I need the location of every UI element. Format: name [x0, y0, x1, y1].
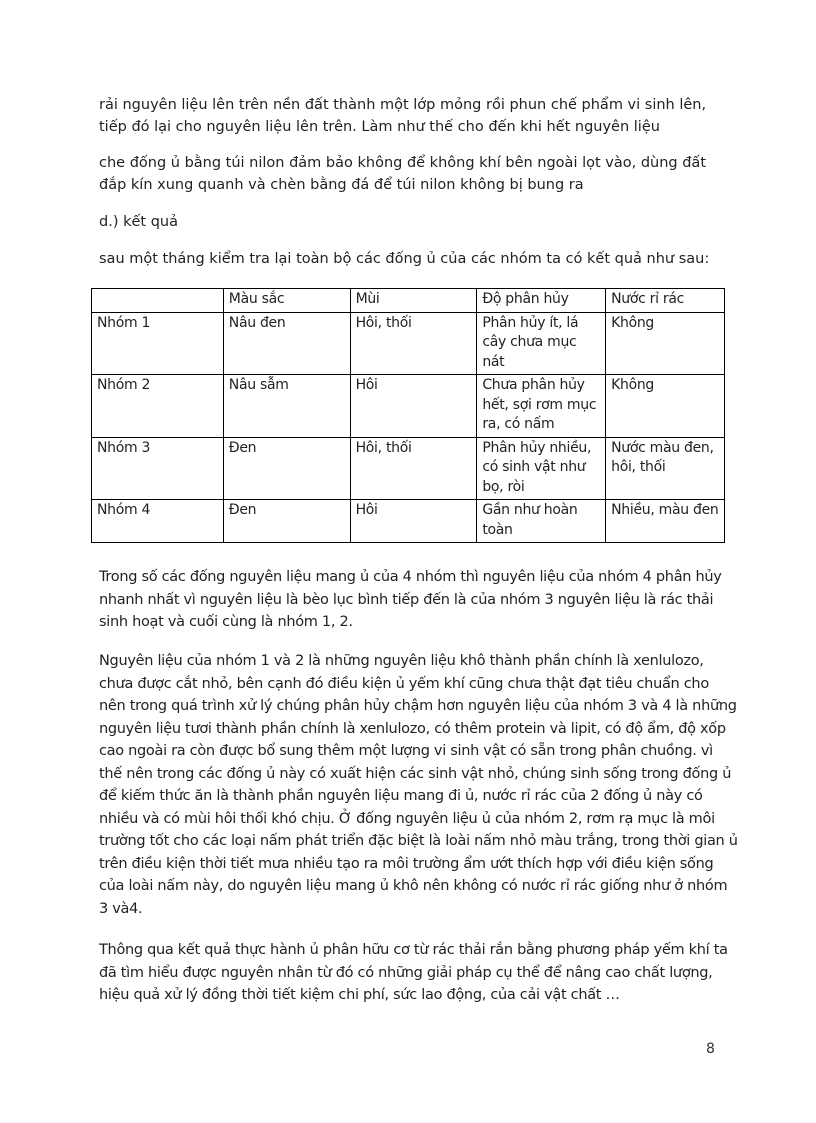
table-header-cell — [92, 289, 224, 313]
conclusion-paragraph: Thông qua kết quả thực hành ủ phân hữu cơ từ rác thải rắn bằng phương pháp yếm khí ta đã tìm hiểu được nguyên nhân từ đó có những giải pháp cụ thể để nâng cao chất lượng, hiệu quả xử lý đồng thời tiết kiệm chi phí, sức lao động, của cải vật chất … — [99, 942, 728, 1003]
table-cell: Hôi — [350, 500, 477, 543]
table-header-cell: Mùi — [350, 289, 477, 313]
paragraph-1-line-2: tiếp đó lại cho nguyên liệu lên trên. Làm như thế cho đến khi hết nguyên liệu — [99, 119, 660, 135]
paragraph-1-line-1: rải nguyên liệu lên trên nền đất thành một lớp mỏng rồi phun chế phẩm vi sinh lên, — [99, 97, 707, 113]
table-row — [92, 437, 725, 500]
table-row — [92, 500, 725, 543]
table-cell: Nâu đen — [223, 312, 350, 375]
table-cell: Gần như hoàn toàn — [477, 500, 606, 543]
table-cell: Không — [606, 375, 725, 438]
paragraph-2-line-2: đắp kín xung quanh và chèn bằng đá để túi nilon không bị bung ra — [99, 177, 584, 193]
table-header-row — [92, 289, 725, 313]
table-cell: Hôi, thối — [350, 437, 477, 500]
table-row — [92, 312, 725, 375]
table-cell: Nhóm 4 — [92, 500, 224, 543]
table-intro: sau một tháng kiểm tra lại toàn bộ các đống ủ của các nhóm ta có kết quả như sau: — [99, 251, 710, 267]
table-cell: Đen — [223, 500, 350, 543]
table-cell: Không — [606, 312, 725, 375]
paragraph-2-line-1: che đống ủ bằng túi nilon đảm bảo không để không khí bên ngoài lọt vào, dùng đất — [99, 155, 707, 171]
table-header-cell: Màu sắc — [223, 289, 350, 313]
discussion-paragraph-1: Trong số các đống nguyên liệu mang ủ của 4 nhóm thì nguyên liệu của nhóm 4 phân hủy nhanh nhất vì nguyên liệu là bèo lục bình tiếp đến là của nhóm 3 nguyên liệu là rác thải sinh hoạt và cuối cùng là nhóm 1, 2. — [99, 569, 722, 630]
table-cell: Đen — [223, 437, 350, 500]
discussion-paragraph-2: Nguyên liệu của nhóm 1 và 2 là những nguyên liệu khô thành phần chính là xenlulozo, chưa được cắt nhỏ, bên cạnh đó điều kiện ủ yếm khí cũng chưa thật đạt tiêu chuẩn cho nên trong quá trình xử lý chúng phân hủy chậm hơn nguyên liệu của nhóm 3 và 4 là những nguyên liệu tươi thành phần chính là xenlulozo, có thêm protein và lipit, có độ ẩm, độ xốp cao ngoài ra còn được bổ sung thêm một lượng vi sinh vật có sẵn trong phân chuồng. vì thế nên trong các đống ủ này có xuất hiện các sinh vật nhỏ, chúng sinh sống trong đống ủ để kiếm thức ăn là thành phần nguyên liệu mang đi ủ, nước rỉ rác của 2 đống ủ này có nhiều và có mùi hôi thối khó chịu. Ở đống nguyên liệu ủ của nhóm 2, rơm rạ mục là môi trường tốt cho các loại nấm phát triển đặc biệt là loài nấm nhỏ màu trắng, trong thời gian ủ trên điều kiện thời tiết mưa nhiều tạo ra môi trường ẩm ướt thích hợp với điều kiện sống của loài nấm này, do nguyên liệu mang ủ khô nên không có nước rỉ rác giống như ở nhóm 3 và4. — [99, 653, 738, 917]
results-table — [91, 288, 725, 543]
table-header-cell: Nước rỉ rác — [606, 289, 725, 313]
table-cell: Nước màu đen, hôi, thối — [606, 437, 725, 500]
table-cell: Nâu sẫm — [223, 375, 350, 438]
table-cell: Chưa phân hủy hết, sợi rơm mục ra, có nấm — [477, 375, 606, 438]
table-cell: Nhóm 1 — [92, 312, 224, 375]
table-cell: Phân hủy ít, lá cây chưa mục nát — [477, 312, 606, 375]
results-heading: d.) kết quả — [99, 214, 178, 230]
table-header-cell: Độ phân hủy — [477, 289, 606, 313]
table-cell: Nhóm 2 — [92, 375, 224, 438]
table-cell: Hôi, thối — [350, 312, 477, 375]
table-row — [92, 375, 725, 438]
table-cell: Phân hủy nhiều, có sinh vật như bọ, ròi — [477, 437, 606, 500]
table-cell: Hôi — [350, 375, 477, 438]
table-cell: Nhiều, màu đen — [606, 500, 725, 543]
page-number: 8 — [706, 1041, 715, 1057]
table-cell: Nhóm 3 — [92, 437, 224, 500]
